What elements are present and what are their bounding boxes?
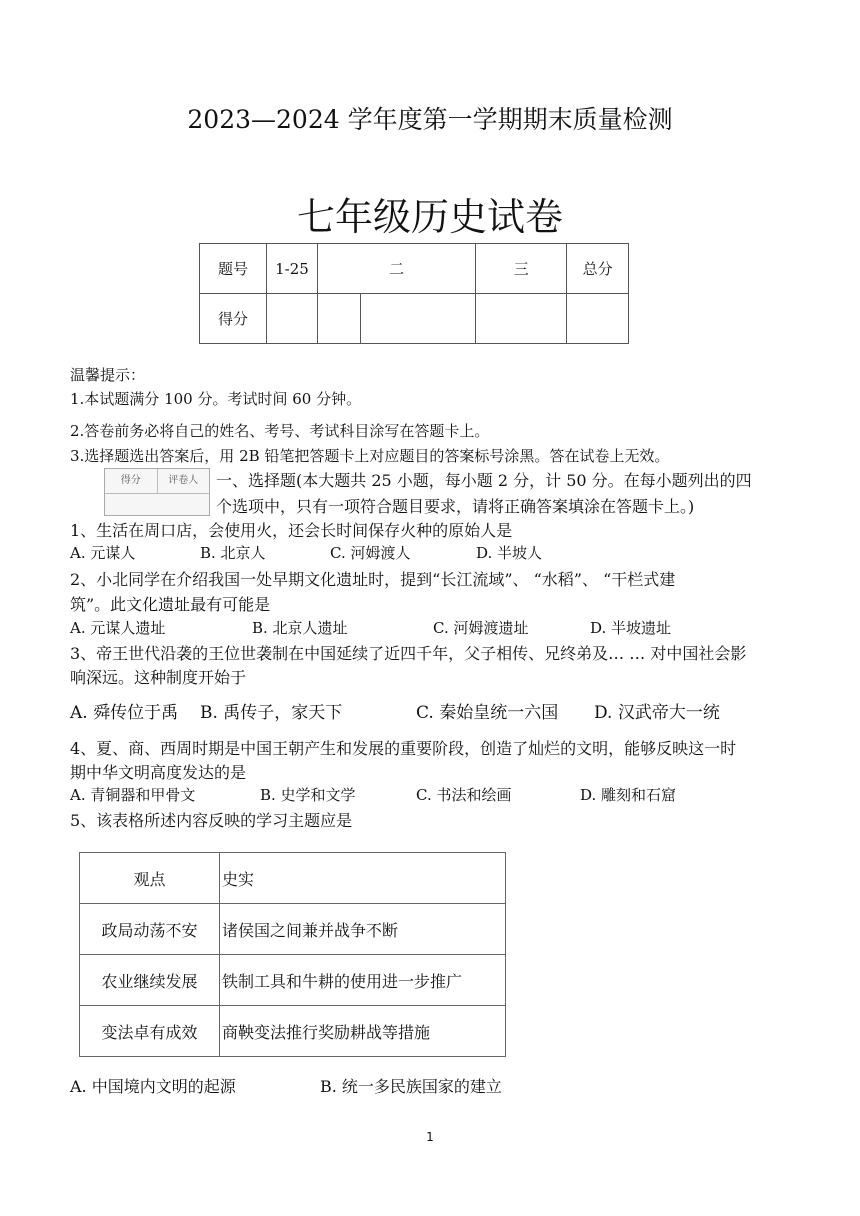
- score-cell: [318, 294, 361, 344]
- score-header-cell: 二: [318, 244, 476, 294]
- table-cell: 政局动荡不安: [80, 904, 220, 955]
- table-cell: 铁制工具和牛耕的使用进一步推广: [220, 955, 506, 1006]
- score-header-cell: 三: [476, 244, 567, 294]
- answer-option: C. 书法和绘画: [416, 786, 512, 804]
- note-item: 2.答卷前务必将自己的姓名、考号、考试科目涂写在答题卡上。: [70, 422, 490, 440]
- answer-option: C. 秦始皇统一六国: [416, 703, 559, 723]
- answer-option: B. 统一多民族国家的建立: [320, 1077, 502, 1096]
- score-header-cell: 总分: [567, 244, 629, 294]
- question-stem: 3、帝王世代沿袭的王位世袭制在中国延续了近四千年，父子相传、兄终弟及… … 对中国社会影: [70, 644, 747, 663]
- table-row: [80, 1006, 506, 1057]
- score-row-label: 得分: [200, 294, 267, 344]
- exam-subtitle: 七年级历史试卷: [296, 195, 563, 239]
- note-item: 1.本试题满分 100 分。考试时间 60 分钟。: [70, 390, 362, 408]
- question-stem: 筑”。此文化遗址最有可能是: [70, 595, 271, 614]
- score-header-cell: 1-25: [267, 244, 318, 294]
- score-cell: [267, 294, 318, 344]
- score-cell: [476, 294, 567, 344]
- answer-option: A. 青铜器和甲骨文: [70, 786, 196, 804]
- table-header-cell: 观点: [80, 853, 220, 904]
- answer-option: C. 河姆渡遗址: [433, 619, 529, 637]
- score-cell: [361, 294, 476, 344]
- table-cell: 商鞅变法推行奖励耕战等措施: [220, 1006, 506, 1057]
- answer-option: A. 中国境内文明的起源: [70, 1077, 236, 1096]
- note-item: 3.选择题选出答案后，用 2B 铅笔把答题卡上对应题目的答案标号涂黑。答在试卷上无效。: [70, 447, 670, 465]
- page-number: 1: [426, 1130, 434, 1144]
- grader-score-label: 得分: [105, 469, 158, 493]
- answer-option: B. 史学和文学: [260, 786, 356, 804]
- q5-views-table: [79, 852, 506, 1057]
- answer-option: D. 汉武帝大一统: [594, 703, 720, 723]
- answer-option: D. 雕刻和石窟: [580, 786, 677, 804]
- notes-heading: 温馨提示：: [70, 366, 146, 384]
- answer-option: A. 元谋人: [70, 544, 136, 562]
- answer-option: A. 舜传位于禹: [70, 703, 179, 723]
- answer-option: D. 半坡遗址: [590, 619, 672, 637]
- answer-option: B. 禹传子，家天下: [200, 703, 343, 723]
- table-cell: 变法卓有成效: [80, 1006, 220, 1057]
- table-row: [80, 904, 506, 955]
- answer-option: C. 河姆渡人: [330, 544, 411, 562]
- question-stem: 响深远。这种制度开始于: [70, 668, 247, 687]
- answer-option: D. 半坡人: [476, 544, 543, 562]
- table-header-cell: 史实: [220, 853, 506, 904]
- section-heading: 一、选择题(本大题共 25 小题，每小题 2 分，计 50 分。在每小题列出的四: [216, 471, 752, 490]
- table-row: [80, 955, 506, 1006]
- table-cell: 诸侯国之间兼并战争不断: [220, 904, 506, 955]
- question-stem: 5、该表格所述内容反映的学习主题应是: [70, 811, 353, 830]
- question-stem: 2、小北同学在介绍我国一处早期文化遗址时，提到“长江流域”、 “水稻”、 “干栏式建: [70, 570, 676, 589]
- exam-header-title: 2023—2024 学年度第一学期期末质量检测: [187, 105, 673, 134]
- answer-option: B. 北京人遗址: [252, 619, 348, 637]
- score-table: [199, 243, 629, 344]
- question-stem: 1、生活在周口店，会使用火，还会长时间保存火种的原始人是: [70, 521, 513, 540]
- grader-reviewer-label: 评卷人: [168, 475, 199, 486]
- grader-box: [104, 468, 210, 516]
- question-stem: 期中华文明高度发达的是: [70, 763, 247, 782]
- table-row: [80, 853, 506, 904]
- question-stem: 4、夏、商、西周时期是中国王朝产生和发展的重要阶段，创造了灿烂的文明，能够反映这一时: [70, 739, 737, 758]
- answer-option: B. 北京人: [200, 544, 266, 562]
- section-heading: 个选项中，只有一项符合题目要求，请将正确答案填涂在答题卡上。): [216, 497, 695, 516]
- table-cell: 农业继续发展: [80, 955, 220, 1006]
- answer-option: A. 元谋人遗址: [70, 619, 166, 637]
- score-header-cell: 题号: [200, 244, 267, 294]
- score-cell: [567, 294, 629, 344]
